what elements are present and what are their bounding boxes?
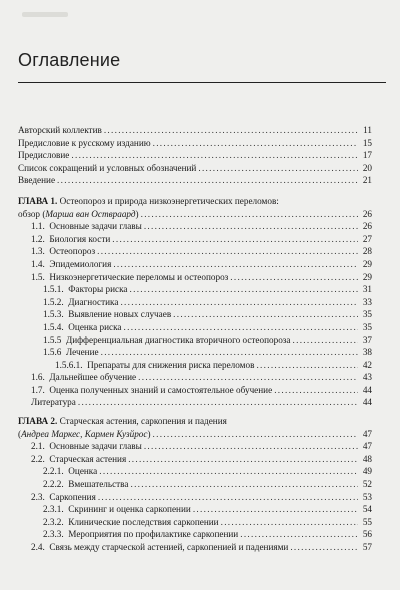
toc-entry-text: Вмешательства: [68, 479, 129, 490]
toc-entry[interactable]: [18, 149, 372, 162]
toc-entry-label: [31, 396, 76, 409]
toc-entry[interactable]: [18, 308, 372, 321]
toc-entry-page: 15: [362, 137, 372, 148]
toc-entry-label: [18, 137, 151, 150]
toc-entry-text: Остеопороз: [49, 246, 96, 257]
toc-entry-page: 56: [362, 529, 372, 540]
toc-entry-page: 52: [362, 479, 372, 490]
toc-entry[interactable]: [18, 124, 372, 137]
toc-entry-page: 37: [362, 334, 372, 345]
toc-entry[interactable]: [18, 465, 372, 478]
toc-entry-number: 1.5.4.: [43, 321, 64, 332]
chapter-2-heading-line2[interactable]: [18, 428, 372, 441]
toc-entry-text: Саркопения: [49, 491, 96, 502]
chapter-1-page: 26: [362, 208, 372, 219]
toc-entry-number: 1.5.1.: [43, 284, 64, 295]
toc-entry-page: 26: [362, 221, 372, 232]
leader-dots: [97, 245, 358, 258]
leader-dots: [274, 384, 358, 397]
toc-entry-number: 1.2.: [31, 233, 45, 244]
leader-dots: [153, 428, 358, 441]
chapter-1-title-prefix: обзор (: [18, 208, 46, 219]
toc-entry-page: 35: [362, 321, 372, 332]
leader-dots: [290, 541, 358, 554]
title-divider: [18, 82, 386, 83]
toc-entry-label: [31, 220, 142, 233]
toc-entry-text: Основные задачи главы: [49, 221, 142, 232]
chapter-1-label: ГЛАВА 1.: [18, 195, 58, 206]
leader-dots: [293, 334, 358, 347]
toc-entry-label: [31, 371, 136, 384]
leader-dots: [101, 346, 358, 359]
toc-entry-page: 43: [362, 372, 372, 383]
toc-entry-number: 2.1.: [31, 441, 45, 452]
toc-entry-page: 11: [363, 125, 372, 135]
toc-entry-number: 1.1.: [31, 221, 45, 232]
toc-entry-text: Связь между старческой астенией, саркопенией и падениями: [49, 542, 289, 552]
toc-entry-label: [43, 478, 128, 491]
toc-entry-text: Оценка: [68, 466, 98, 477]
toc-entry-number: 2.3.3.: [43, 529, 64, 540]
toc-entry-page: 29: [362, 271, 372, 282]
toc-entry-label: [18, 174, 55, 187]
chapter-2-entries: [18, 440, 372, 553]
toc-entry-label: [43, 296, 118, 309]
toc-entry-number: 1.5.6.1.: [55, 359, 83, 370]
chapter-1-entries: [18, 220, 372, 409]
toc-entry-page: 48: [362, 453, 372, 464]
toc-entry-label: [43, 528, 238, 541]
toc-entry[interactable]: [18, 220, 372, 233]
toc-entry-page: 53: [362, 491, 372, 502]
toc-entry-label: [31, 453, 126, 466]
chapter-2-title-suffix: ): [147, 428, 151, 439]
toc-entry-number: 1.4.: [31, 258, 45, 269]
leader-dots: [113, 258, 358, 271]
front-matter-list: [18, 124, 372, 187]
toc-entry[interactable]: [18, 174, 372, 187]
leader-dots: [130, 283, 359, 296]
toc-entry-label: [43, 308, 171, 321]
toc-entry-label: [18, 149, 69, 162]
toc-entry[interactable]: [18, 440, 372, 453]
toc-entry-page: 28: [362, 246, 372, 257]
toc-entry-page: 17: [362, 150, 372, 161]
toc-entry-text: Диагностика: [68, 296, 119, 307]
toc-entry[interactable]: [18, 137, 372, 150]
toc-entry-text: Предисловие к русскому изданию: [18, 137, 151, 148]
leader-dots: [112, 233, 358, 246]
chapter-2-page-repeat: 47: [362, 428, 372, 439]
toc-entry-number: 2.3.: [31, 491, 45, 502]
toc-entry-text: Выявление новых случаев: [68, 309, 172, 320]
leader-dots: [173, 308, 358, 321]
toc-entry-page: 21: [362, 175, 372, 186]
toc-entry-page: 20: [362, 162, 372, 173]
leader-dots: [138, 371, 358, 384]
chapter-2-title-prefix: (: [18, 428, 22, 439]
toc-entry-number: 2.4.: [31, 542, 45, 552]
toc-entry-text: Предисловие: [18, 150, 70, 161]
toc-entry[interactable]: [18, 283, 372, 296]
toc-entry-text: Дифференциальная диагностика вторичного остеопороза: [65, 334, 291, 345]
toc-entry[interactable]: [18, 245, 372, 258]
toc-entry-label: [43, 516, 219, 529]
toc-entry-text: Старческая астения: [49, 453, 127, 464]
page-header-mark: [22, 12, 68, 17]
toc-entry-number: 1.5.5: [43, 334, 62, 345]
leader-dots: [124, 321, 358, 334]
toc-entry-text: Факторы риска: [68, 284, 128, 295]
chapter-1-title-suffix: ): [135, 208, 139, 219]
toc-entry[interactable]: [18, 516, 372, 529]
toc-entry-number: 2.2.1.: [43, 466, 64, 477]
leader-dots: [104, 124, 358, 137]
toc-entry-number: 1.6.: [31, 372, 45, 383]
toc-entry-number: 1.7.: [31, 384, 45, 395]
toc-entry-page: 38: [362, 347, 372, 358]
leader-dots: [230, 271, 358, 284]
leader-dots: [57, 174, 358, 187]
toc-entry-text: Дальнейшее обучение: [49, 372, 137, 383]
toc-entry[interactable]: [18, 334, 372, 347]
toc-entry[interactable]: [18, 541, 372, 554]
table-of-contents: [18, 124, 372, 554]
toc-entry-page: 35: [362, 309, 372, 320]
toc-entry[interactable]: [18, 491, 372, 504]
chapter-1-authors: Марша ван Оствраард: [45, 208, 136, 219]
leader-dots: [78, 396, 358, 409]
toc-entry-label: [31, 245, 95, 258]
toc-entry-text: Оценка риска: [68, 321, 122, 332]
toc-entry-label: [43, 321, 122, 334]
toc-entry[interactable]: [18, 384, 372, 397]
toc-entry-label: [43, 346, 99, 359]
toc-entry-text: Клинические последствия саркопении: [68, 516, 219, 527]
toc-entry[interactable]: [18, 371, 372, 384]
leader-dots: [221, 516, 358, 529]
toc-entry-text: Мероприятия по профилактике саркопении: [68, 529, 239, 540]
toc-entry-text: Список сокращений и условных обозначений: [18, 162, 197, 173]
toc-entry[interactable]: [18, 162, 372, 175]
toc-entry-page: 44: [362, 384, 372, 395]
toc-entry-label: [31, 233, 110, 246]
toc-entry[interactable]: [18, 271, 372, 284]
toc-entry-number: 1.5.2.: [43, 296, 64, 307]
toc-entry[interactable]: [18, 233, 372, 246]
leader-dots: [198, 162, 358, 175]
toc-entry[interactable]: [18, 453, 372, 466]
toc-entry-page: 27: [362, 233, 372, 244]
toc-entry-label: [31, 384, 272, 397]
chapter-2-heading[interactable]: [18, 415, 372, 428]
toc-entry-label: [43, 503, 191, 516]
toc-entry[interactable]: [18, 503, 372, 516]
toc-entry-label: [31, 491, 96, 504]
toc-entry-text: Эпидемиология: [49, 258, 112, 269]
leader-dots: [193, 503, 358, 516]
leader-dots: [120, 296, 358, 309]
toc-entry-number: 1.5.3.: [43, 309, 64, 320]
chapter-1-title-line1: Остеопороз и природа низкоэнергетических переломов:: [59, 195, 279, 206]
chapter-1-heading-line2[interactable]: [18, 208, 372, 221]
toc-entry[interactable]: [18, 258, 372, 271]
toc-entry-label: [31, 271, 228, 284]
toc-entry-text: Оценка полученных знаний и самостоятельное обучение: [49, 384, 273, 395]
toc-entry-text: Литература: [31, 397, 76, 408]
chapter-2-label: ГЛАВА 2.: [18, 416, 58, 427]
leader-dots: [71, 149, 358, 162]
toc-entry-label: [18, 124, 102, 137]
chapter-2-authors: Андреа Маркес, Кармен Кузйрос: [21, 428, 148, 439]
leader-dots: [141, 208, 358, 221]
toc-entry[interactable]: [18, 321, 372, 334]
toc-entry-label: [43, 465, 97, 478]
toc-entry-label: [55, 359, 254, 372]
toc-entry-text: Авторский коллектив: [18, 125, 102, 135]
toc-entry-text: Низкоэнергетические переломы и остеопороз: [49, 271, 229, 282]
toc-entry-number: 2.2.: [31, 453, 45, 464]
toc-entry-page: 57: [362, 542, 372, 552]
toc-entry-page: 42: [362, 359, 372, 370]
toc-entry[interactable]: [18, 478, 372, 491]
toc-entry[interactable]: [18, 528, 372, 541]
toc-entry-text: Препараты для снижения риска переломов: [87, 359, 255, 370]
toc-entry[interactable]: [18, 359, 372, 372]
toc-entry-number: 2.3.2.: [43, 516, 64, 527]
toc-entry-number: 1.3.: [31, 246, 45, 257]
toc-entry-page: 31: [362, 284, 372, 295]
toc-entry-text: Лечение: [65, 347, 99, 358]
toc-entry-text: Введение: [18, 175, 56, 186]
toc-entry-label: [31, 541, 288, 554]
toc-entry-number: 2.3.1.: [43, 504, 64, 515]
toc-entry-label: [43, 283, 128, 296]
toc-entry-number: 1.5.6: [43, 347, 62, 358]
leader-dots: [128, 453, 358, 466]
leader-dots: [256, 359, 358, 372]
leader-dots: [144, 440, 358, 453]
toc-entry-page: 33: [362, 296, 372, 307]
toc-entry[interactable]: [18, 296, 372, 309]
page-title: Оглавление: [18, 50, 121, 70]
toc-entry-text: Скрининг и оценка саркопении: [68, 504, 191, 515]
leader-dots: [153, 137, 358, 150]
toc-entry-label: [31, 258, 111, 271]
chapter-2-title-line1: Старческая астения, саркопения и падения: [59, 416, 227, 427]
toc-entry-page: 29: [362, 258, 372, 269]
toc-entry[interactable]: [18, 396, 372, 409]
leader-dots: [99, 465, 358, 478]
leader-dots: [130, 478, 358, 491]
toc-entry-text: Биология кости: [49, 233, 111, 244]
toc-entry-label: [18, 162, 196, 175]
toc-entry-number: 2.2.2.: [43, 479, 64, 490]
toc-entry-page: 47: [362, 441, 372, 452]
leader-dots: [98, 491, 358, 504]
toc-entry-page: 44: [362, 397, 372, 408]
chapter-1-heading[interactable]: [18, 195, 372, 208]
toc-entry-label: [43, 334, 291, 347]
toc-entry-number: 1.5.: [31, 271, 45, 282]
toc-entry-text: Основные задачи главы: [49, 441, 142, 452]
toc-entry-page: 54: [362, 504, 372, 515]
leader-dots: [144, 220, 358, 233]
toc-entry-page: 55: [362, 516, 372, 527]
leader-dots: [240, 528, 358, 541]
toc-entry-label: [31, 440, 142, 453]
toc-entry[interactable]: [18, 346, 372, 359]
toc-entry-page: 49: [362, 466, 372, 477]
